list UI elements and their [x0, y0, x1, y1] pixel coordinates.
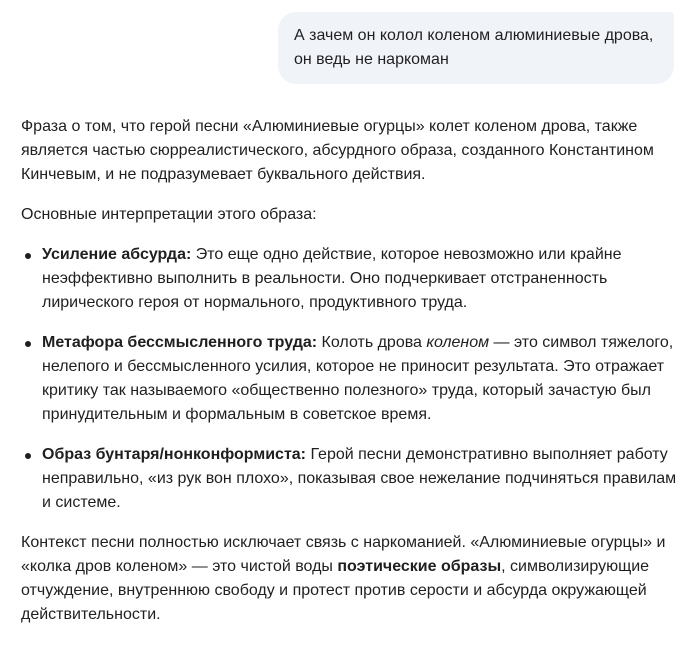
list-item-title: Метафора бессмысленного труда: [42, 334, 318, 351]
bullet-icon [25, 453, 31, 459]
list-item [21, 443, 681, 515]
response-conclusion [21, 531, 681, 627]
conclusion-emphasis: поэтические образы [337, 558, 502, 575]
user-message-row [278, 12, 674, 84]
bullet-icon [25, 341, 31, 347]
conclusion-text: Контекст песни полностью исключает связь с наркоманией. «Алюминиевые огурцы» и «колка дров коленом» — это чистой воды [21, 534, 666, 575]
user-message-bubble [278, 12, 674, 84]
list-item-text: Колоть дрова [317, 334, 427, 351]
bullet-icon [25, 253, 31, 259]
user-message-text: А зачем он колол коленом алюминиевые дрова, он ведь не наркоман [294, 27, 654, 68]
response-intro: Фраза о том, что герой песни «Алюминиевые огурцы» колет коленом дрова, также является частью сюрреалистического, абсурдного образа, созданного Константином Кинчевым, и не подразумевает буквального действия. [21, 118, 654, 183]
conclusion-text: , символизирующие отчуждение, внутреннюю свободу и протест против серости и абсурда окружающей действительности. [21, 558, 650, 623]
response-list-heading: Основные интерпретации этого образа: [21, 206, 317, 223]
list-item-text: Герой песни демонстративно выполняет работу неправильно, «из рук вон плохо», показывая свое нежелание подчиняться правилам и системе. [42, 446, 677, 511]
list-item-emphasis: коленом [426, 334, 490, 351]
list-item-text: Это еще одно действие, которое невозможно или крайне неэффективно выполнить в реальности. Оно подчеркивает отстраненность лирического героя от нормального, продуктивного труда. [42, 246, 622, 311]
list-item [21, 243, 681, 315]
list-item [21, 331, 681, 427]
interpretations-list [21, 243, 681, 515]
list-item-title: Образ бунтаря/нонконформиста: [42, 446, 306, 463]
list-item-title: Усиление абсурда: [42, 246, 192, 263]
list-item-text: — это символ тяжелого, нелепого и бессмысленного усилия, которое не приносит результата. Это отражает критику так называемого «общественно полезного» труда, который зачастую был принудительным и формальным в советское время. [42, 334, 674, 423]
assistant-response [21, 115, 681, 643]
